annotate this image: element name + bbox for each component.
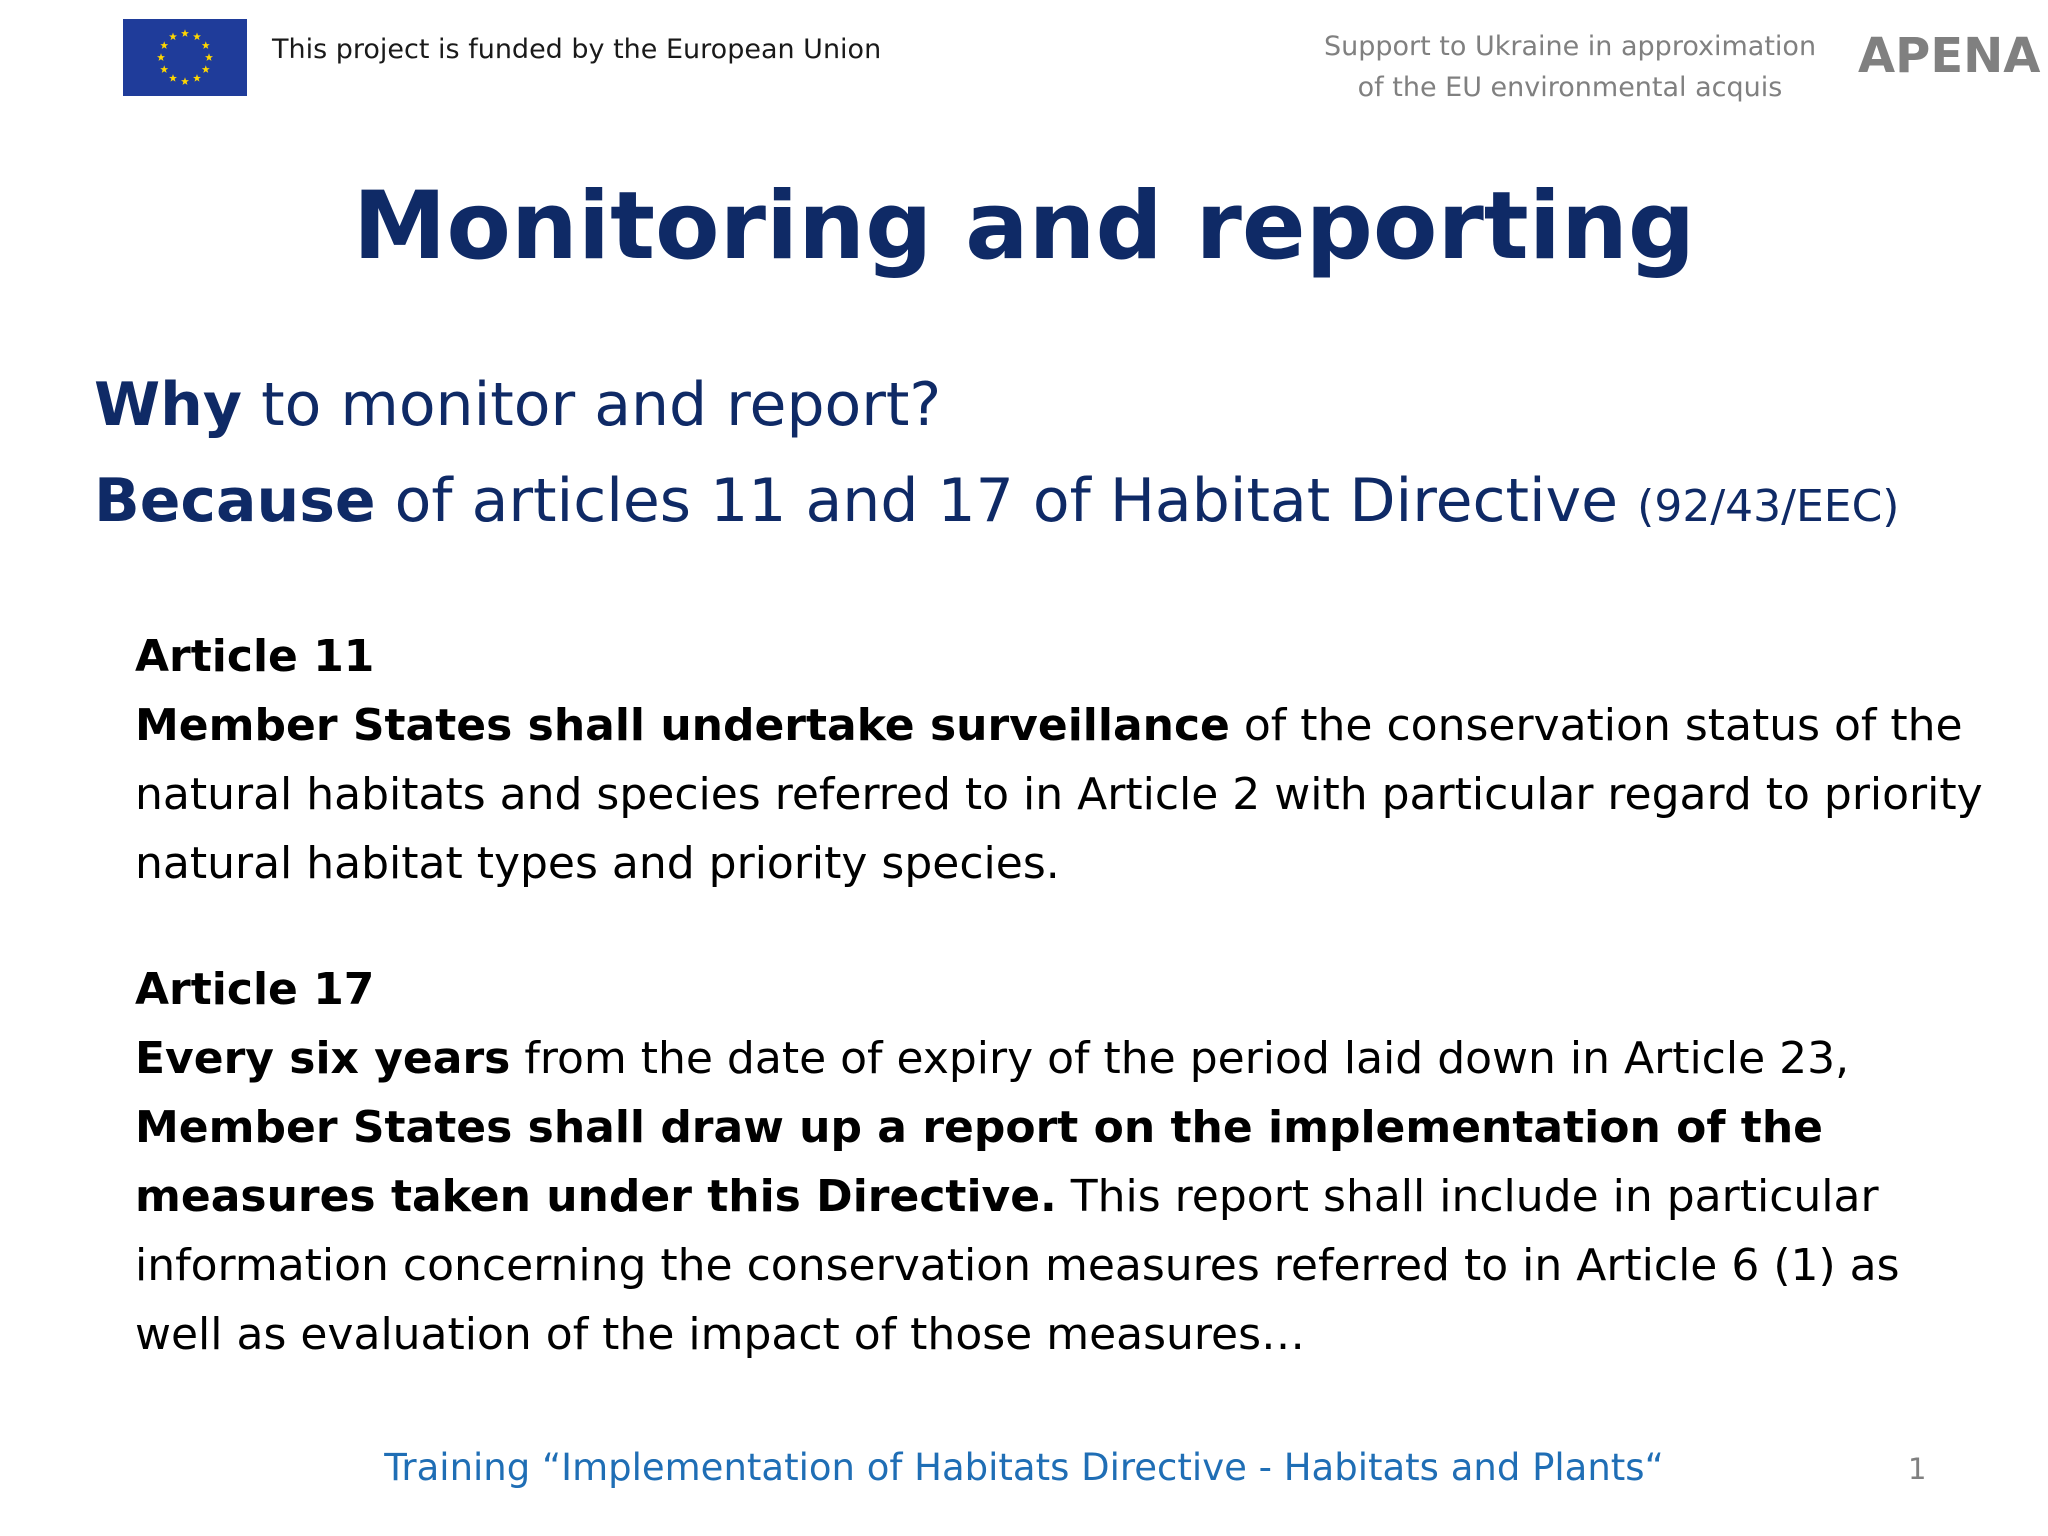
project-description — [1290, 26, 1850, 108]
because-answer — [94, 466, 1899, 536]
why-rest: to monitor and report? — [242, 370, 942, 440]
page-number: 1 — [1908, 1452, 1927, 1486]
article-17-text-2: This report shall include in particular information concerning the conservation measures referred to in Article 6 (1) as well as evaluation of the impact of those measures… — [135, 1171, 1900, 1360]
apena-logo: APENA — [1858, 28, 2041, 84]
project-description-line-1: Support to Ukraine in approximation — [1323, 31, 1817, 62]
why-question — [94, 370, 941, 440]
article-11-bold: Member States shall undertake surveillance — [135, 700, 1230, 751]
article-11-text: of the conservation status of the natural habitats and species referred to in Article 2 with particular regard to priority natural habitat types and priority species. — [135, 700, 1983, 889]
why-bold: Why — [94, 370, 243, 440]
because-rest: of articles 11 and 17 of Habitat Directive — [375, 466, 1638, 536]
directive-reference: (92/43/EEC) — [1637, 481, 1900, 532]
project-description-line-2: of the EU environmental acquis — [1357, 72, 1783, 103]
eu-flag-icon — [123, 19, 247, 96]
article-17-text-1: from the date of expiry of the period laid down in Article 23, — [510, 1033, 1850, 1084]
article-17-heading: Article 17 — [135, 964, 375, 1015]
article-17-bold-2: Member States shall draw up a report on the implementation of the measures taken under this Directive. — [135, 1102, 1823, 1222]
article-11-block — [135, 622, 1995, 898]
training-footer: Training “Implementation of Habitats Directive - Habitats and Plants“ — [384, 1446, 1664, 1489]
article-17-block — [135, 955, 1995, 1369]
article-11-heading: Article 11 — [135, 631, 375, 682]
because-bold: Because — [94, 466, 376, 536]
article-17-bold-1: Every six years — [135, 1033, 511, 1084]
slide-title: Monitoring and reporting — [352, 172, 1696, 281]
funding-statement: This project is funded by the European Union — [272, 34, 882, 65]
